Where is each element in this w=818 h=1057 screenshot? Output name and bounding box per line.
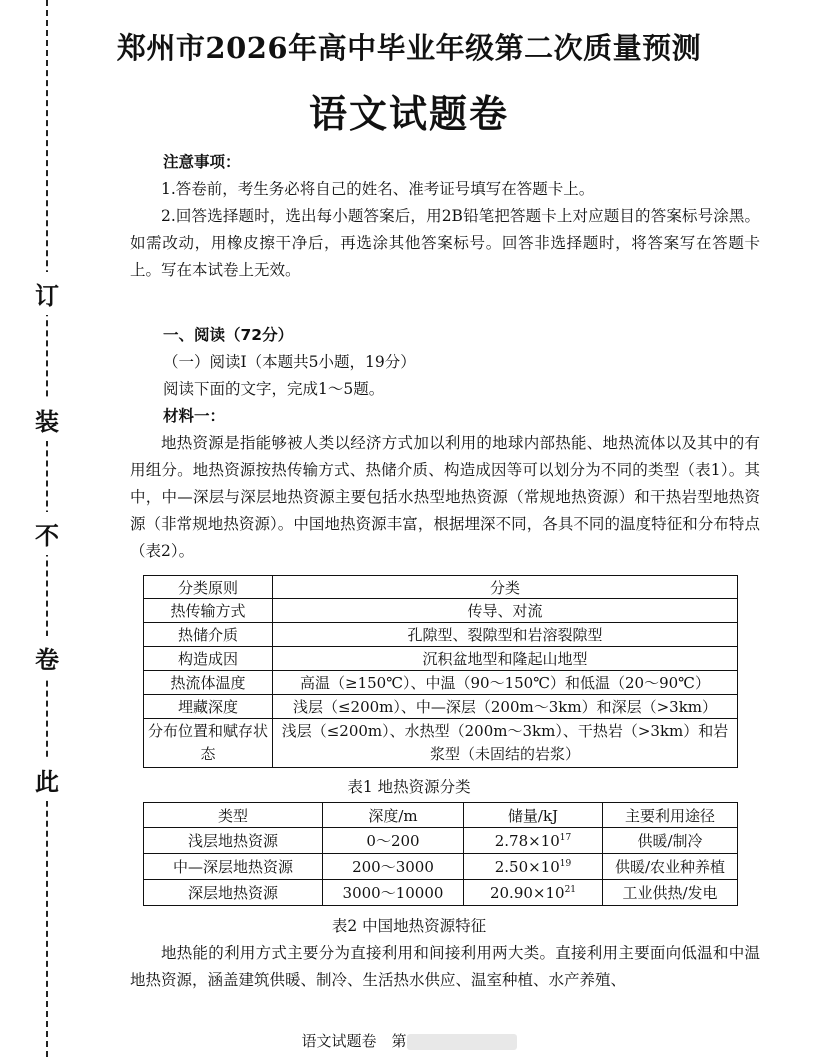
table-cell: 传导、对流 (273, 599, 738, 623)
table-cell: 供暖/农业种养植 (603, 854, 738, 880)
table-row (144, 880, 738, 906)
table-cell: 分布位置和赋存状态 (144, 719, 273, 768)
material-paragraph-2 (130, 940, 760, 994)
table-header-row (144, 576, 738, 599)
paragraph-text: 地热资源是指能够被人类以经济方式加以利用的地球内部热能、地热流体以及其中的有用组分。地热资源按热传输方式、热储介质、构造成因等可以划分为不同的类型（表1）。其中，中—深层与深层地热资源主要包括水热型地热资源（常规地热资源）和干热岩型地热资源（非常规地热资源）。中国地热资源丰富，根据埋深不同，各具不同的温度特征和分布特点（表2）。 (130, 434, 760, 560)
reserve-value: 2.50×10 (494, 857, 560, 876)
binding-char: 装 (30, 398, 64, 441)
table-cell: 热流体温度 (144, 671, 273, 695)
table-header-row (144, 803, 738, 828)
table-cell: 200～3000 (323, 854, 464, 880)
binding-char: 卷 (30, 636, 64, 679)
reserve-value: 20.90×10 (489, 883, 565, 902)
table-cell: 3000～10000 (323, 880, 464, 906)
table-header-cell: 分类 (273, 576, 738, 599)
table-header-cell: 主要利用途径 (603, 803, 738, 828)
table-cell: 高温（≥150℃）、中温（90～150℃）和低温（20～90℃） (273, 671, 738, 695)
table-2 (143, 802, 738, 906)
table-cell: 浅层地热资源 (144, 828, 323, 854)
table-header-cell: 储量/kJ (464, 803, 603, 828)
table-row (144, 599, 738, 623)
exam-title: 郑州市2026年高中毕业年级第二次质量预测 (116, 31, 702, 65)
reserve-value: 2.78×10 (494, 831, 560, 850)
table-row (144, 695, 738, 719)
sub-section-heading: （一）阅读Ⅰ（本题共5小题，19分） (163, 353, 416, 371)
obscured-page-number (407, 1034, 517, 1050)
material-paragraph-1 (130, 430, 760, 565)
table-row (144, 828, 738, 854)
table-header-cell: 类型 (144, 803, 323, 828)
notice-item-1: 1.答卷前，考生务必将自己的姓名、准考证号填写在答题卡上。 (161, 180, 595, 198)
table-cell: 埋藏深度 (144, 695, 273, 719)
table-cell: 热传输方式 (144, 599, 273, 623)
binding-char: 订 (30, 272, 64, 315)
table-cell (464, 880, 603, 906)
table-cell: 0～200 (323, 828, 464, 854)
table-cell (464, 828, 603, 854)
notice-item-2: 2.回答选择题时，选出每小题答案后，用2B铅笔把答题卡上对应题目的答案标号涂黑。如需改动，用橡皮擦干净后，再选涂其他答案标号。回答非选择题时，将答案写在答题卡上。写在本试卷上无效。 (130, 207, 760, 279)
table-row (144, 719, 738, 768)
reserve-exponent: 19 (559, 858, 572, 869)
paragraph-text: 地热能的利用方式主要分为直接利用和间接利用两大类。直接利用主要面向低温和中温地热资源，涵盖建筑供暖、制冷、生活热水供应、温室种植、水产养殖、 (130, 944, 760, 989)
reading-section (130, 322, 760, 430)
table-row (144, 671, 738, 695)
exam-subtitle: 语文试题卷 (308, 92, 509, 136)
table-cell: 沉积盆地型和隆起山地型 (273, 647, 738, 671)
table-header-cell: 分类原则 (144, 576, 273, 599)
table-row (144, 854, 738, 880)
table-cell: 中—深层地热资源 (144, 854, 323, 880)
table-cell: 孔隙型、裂隙型和岩溶裂隙型 (273, 623, 738, 647)
table-row (144, 623, 738, 647)
table-cell: 浅层（≤200m）、水热型（200m～3km）、干热岩（>3km）和岩浆型（未固结的岩浆） (273, 719, 738, 768)
instruction-text: 阅读下面的文字，完成1～5题。 (163, 380, 385, 398)
section-heading: 一、阅读（72分） (163, 326, 294, 344)
table-1 (143, 575, 738, 768)
material-label: 材料一： (163, 407, 226, 425)
reserve-exponent: 21 (564, 884, 577, 895)
table-cell: 热储介质 (144, 623, 273, 647)
table-cell (464, 854, 603, 880)
footer-text: 语文试题卷 第 (301, 1032, 407, 1050)
binding-char: 不 (30, 512, 64, 555)
table-header-cell: 深度/m (323, 803, 464, 828)
table-row (144, 647, 738, 671)
notice-section (130, 149, 760, 284)
table-1-caption: 表1 地热资源分类 (347, 778, 471, 796)
page-footer (0, 1030, 818, 1051)
table-2-caption: 表2 中国地热资源特征 (331, 917, 487, 935)
table-cell: 构造成因 (144, 647, 273, 671)
binding-char: 此 (30, 758, 64, 801)
table-cell: 深层地热资源 (144, 880, 323, 906)
table-cell: 供暖/制冷 (603, 828, 738, 854)
table-cell: 浅层（≤200m）、中—深层（200m～3km）和深层（>3km） (273, 695, 738, 719)
notice-heading: 注意事项： (163, 153, 241, 171)
reserve-exponent: 17 (559, 832, 572, 843)
table-cell: 工业供热/发电 (603, 880, 738, 906)
